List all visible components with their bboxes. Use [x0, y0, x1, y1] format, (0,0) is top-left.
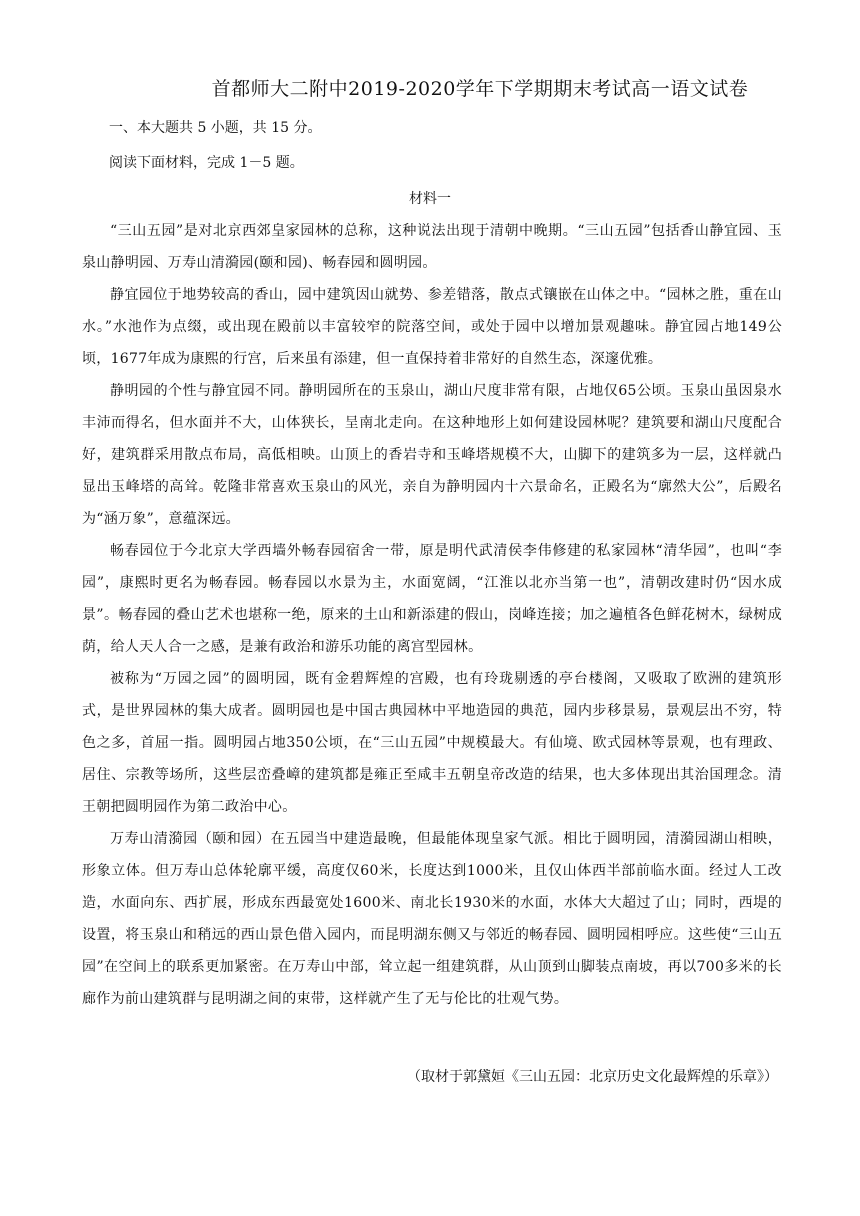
instruction-text: 阅读下面材料，完成 1－5 题。	[109, 155, 304, 171]
source-citation: （取材于郭黛姮《三山五园：北京历史文化最辉煌的乐章》）	[407, 1069, 778, 1085]
paragraph-2: 静宜园位于地势较高的香山，园中建筑因山就势、参差错落，散点式镶嵌在山体之中。“园林之胜，重在山水。”水池作为点缀，或出现在殿前以丰富较窄的院落空间，或处于园中以增加景观趣味。静宜园占地149公顷，1677年成为康熙的行宫，后来虽有添建，但一直保持着非常好的自然生态，深邃优雅。	[82, 287, 782, 367]
section-heading: 一、本大题共 5 小题，共 15 分。	[109, 120, 322, 136]
material-body	[82, 215, 782, 1015]
page-title: 首都师大二附中2019-2020学年下学期期末考试高一语文试卷	[211, 78, 749, 100]
paragraph-6: 万寿山清漪园（颐和园）在五园当中建造最晚，但最能体现皇家气派。相比于圆明园，清漪园湖山相映，形象立体。但万寿山总体轮廓平缓，高度仅60米，长度达到1000米，且仅山体西半部前临水面。经过人工改造，水面向东、西扩展，形成东西最宽处1600米、南北长1930米的水面，水体大大超过了山；同时，西堤的设置，将玉泉山和稍远的西山景色借入园内，而昆明湖东侧又与邻近的畅春园、圆明园相呼应。这些使“三山五园”在空间上的联系更加紧密。在万寿山中部，耸立起一组建筑群，从山顶到山脚装点南坡，再以700多米的长廊作为前山建筑群与昆明湖之间的束带，这样就产生了无与伦比的壮观气势。	[82, 831, 782, 1007]
material-title: 材料一	[409, 191, 451, 207]
paragraph-3: 静明园的个性与静宜园不同。静明园所在的玉泉山，湖山尺度非常有限，占地仅65公顷。玉泉山虽因泉水丰沛而得名，但水面并不大，山体狭长，呈南北走向。在这种地形上如何建设园林呢？建筑要和湖山尺度配合好，建筑群采用散点布局，高低相映。山顶上的香岩寺和玉峰塔规模不大，山脚下的建筑多为一层，这样就凸显出玉峰塔的高耸。乾隆非常喜欢玉泉山的风光，亲自为静明园内十六景命名，正殿名为“廓然大公”，后殿名为“涵万象”，意蕴深远。	[82, 383, 782, 527]
paragraph-4: 畅春园位于今北京大学西墙外畅春园宿舍一带，原是明代武清侯李伟修建的私家园林“清华园”，也叫“李园”，康熙时更名为畅春园。畅春园以水景为主，水面宽阔，“江淮以北亦当第一也”，清朝改建时仍“因水成景”。畅春园的叠山艺术也堪称一绝，原来的土山和新添建的假山，岗峰连接；加之遍植各色鲜花树木，绿树成荫，给人天人合一之感，是兼有政治和游乐功能的离宫型园林。	[82, 543, 782, 655]
paragraph-1: “三山五园”是对北京西郊皇家园林的总称，这种说法出现于清朝中晚期。“三山五园”包括香山静宜园、玉泉山静明园、万寿山清漪园(颐和园)、畅春园和圆明园。	[82, 223, 782, 271]
paragraph-5: 被称为“万园之园”的圆明园，既有金碧辉煌的宫殿，也有玲珑剔透的亭台楼阁，又吸取了欧洲的建筑形式，是世界园林的集大成者。圆明园也是中国古典园林中平地造园的典范，园内步移景易，景观层出不穷，特色之多，首屈一指。圆明园占地350公顷，在“三山五园”中规模最大。有仙境、欧式园林等景观，也有理政、居住、宗教等场所，这些层峦叠嶂的建筑都是雍正至咸丰五朝皇帝改造的结果，也大多体现出其治国理念。清王朝把圆明园作为第二政治中心。	[82, 671, 782, 815]
